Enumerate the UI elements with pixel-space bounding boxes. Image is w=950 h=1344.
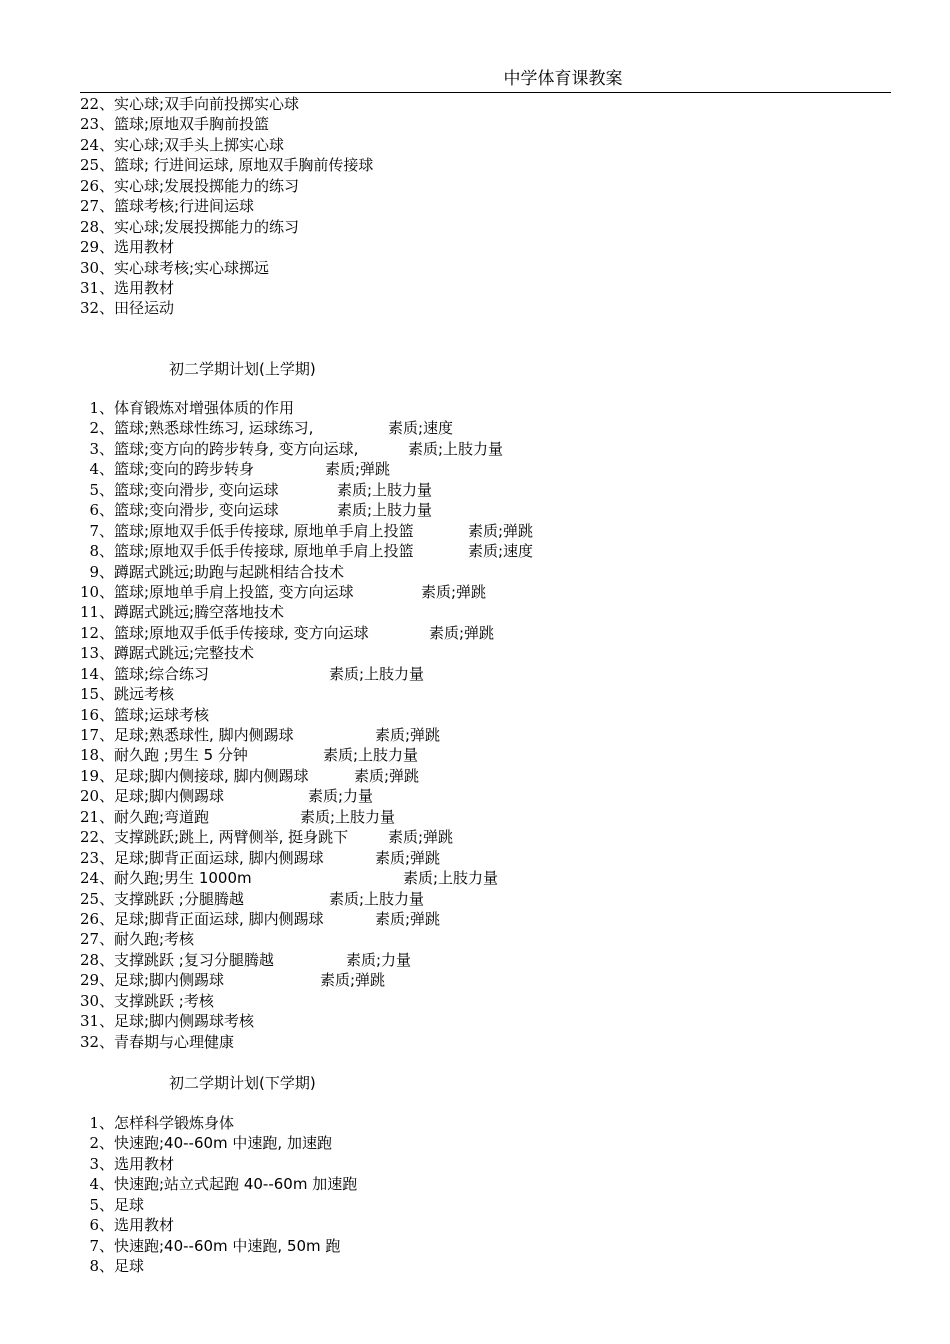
item-content: 耐久跑 ;男生 5 分钟 <box>114 746 248 765</box>
item-number: 6、 <box>89 1216 114 1235</box>
item-content: 蹲踞式跳远;完整技术 <box>114 644 255 663</box>
item-content: 支撑跳跃 ;分腿腾越 <box>114 889 244 908</box>
list-item <box>80 237 900 257</box>
item-content: 选用教材 <box>114 238 175 257</box>
item-quality: 素质;速度 <box>468 542 534 561</box>
item-content: 快速跑;站立式起跑 40--60m 加速跑 <box>114 1175 358 1194</box>
item-content: 选用教材 <box>114 278 175 297</box>
list-item <box>80 480 900 500</box>
item-content: 实心球;双手向前投掷实心球 <box>114 95 300 113</box>
upper-plan-title: 初二学期计划(上学期) <box>169 360 316 378</box>
item-content: 足球;脚背正面运球, 脚内侧踢球 <box>114 909 324 928</box>
list-item <box>80 135 900 155</box>
item-content: 篮球;运球考核 <box>114 705 210 724</box>
item-number: 25、 <box>80 889 115 908</box>
item-content: 篮球;原地单手肩上投篮, 变方向运球 <box>114 582 354 601</box>
item-number: 23、 <box>80 115 115 134</box>
item-quality: 素质;弹跳 <box>375 848 441 867</box>
item-number: 16、 <box>80 705 115 724</box>
item-number: 30、 <box>80 991 115 1010</box>
item-content: 篮球;熟悉球性练习, 运球练习, <box>114 419 314 438</box>
item-content: 足球 <box>114 1195 145 1214</box>
item-number: 10、 <box>80 582 115 601</box>
item-content: 篮球;综合练习 <box>114 664 210 683</box>
item-content: 耐久跑;弯道跑 <box>114 807 210 826</box>
item-number: 5、 <box>89 480 114 499</box>
item-number: 1、 <box>89 1114 114 1132</box>
list-item <box>80 439 900 459</box>
item-content: 体育锻炼对增强体质的作用 <box>114 399 295 417</box>
list-item <box>80 562 900 582</box>
list-item <box>80 1195 900 1215</box>
item-content: 实心球;双手头上掷实心球 <box>114 135 285 154</box>
item-number: 23、 <box>80 848 115 867</box>
list-item <box>80 541 900 561</box>
item-content: 篮球; 行进间运球, 原地双手胸前传接球 <box>114 156 374 175</box>
item-content: 实心球;发展投掷能力的练习 <box>114 217 300 236</box>
list-item <box>80 745 900 765</box>
item-number: 8、 <box>89 542 114 561</box>
item-content: 蹲踞式跳远;腾空落地技术 <box>114 603 285 622</box>
item-number: 27、 <box>80 930 115 949</box>
item-quality: 素质;速度 <box>388 419 454 438</box>
lower-plan-list <box>80 1113 900 1277</box>
item-number: 22、 <box>80 95 115 113</box>
list-item <box>80 786 900 806</box>
item-quality: 素质;弹跳 <box>468 521 534 540</box>
item-number: 13、 <box>80 644 115 663</box>
item-content: 支撑跳跃;跳上, 两臂侧举, 挺身跳下 <box>114 828 349 847</box>
list-item <box>80 766 900 786</box>
item-number: 5、 <box>89 1195 114 1214</box>
item-number: 7、 <box>89 1236 114 1255</box>
list-item <box>80 196 900 216</box>
item-number: 3、 <box>89 439 114 458</box>
item-content: 足球;熟悉球性, 脚内侧踢球 <box>114 726 294 744</box>
item-number: 3、 <box>89 1154 114 1173</box>
list-item <box>80 1011 900 1031</box>
item-content: 快速跑;40--60m 中速跑, 加速跑 <box>114 1134 332 1153</box>
list-item <box>80 94 900 114</box>
list-item <box>80 664 900 684</box>
item-content: 支撑跳跃 ;复习分腿腾越 <box>114 950 274 969</box>
item-number: 26、 <box>80 176 115 195</box>
list-item <box>80 684 900 704</box>
page-title: 中学体育课教案 <box>503 69 623 89</box>
item-quality: 素质;力量 <box>308 787 374 806</box>
item-content: 篮球;变向滑步, 变向运球 <box>114 480 279 499</box>
item-content: 选用教材 <box>114 1154 175 1173</box>
item-content: 篮球;原地双手低手传接球, 变方向运球 <box>114 623 369 642</box>
item-number: 21、 <box>80 807 115 826</box>
item-number: 29、 <box>80 238 115 257</box>
item-number: 19、 <box>80 766 115 785</box>
list-item <box>80 521 900 541</box>
item-number: 14、 <box>80 664 115 683</box>
item-number: 9、 <box>89 562 114 581</box>
item-quality: 素质;上肢力量 <box>329 889 425 908</box>
list-item <box>80 827 900 847</box>
list-item <box>80 848 900 868</box>
item-content: 跳远考核 <box>114 685 175 704</box>
item-number: 22、 <box>80 828 115 847</box>
item-number: 26、 <box>80 909 115 928</box>
item-number: 28、 <box>80 217 115 236</box>
list-item <box>80 176 900 196</box>
item-number: 1、 <box>89 399 114 417</box>
item-quality: 素质;上肢力量 <box>403 869 499 888</box>
list-item <box>80 1256 900 1276</box>
list-item <box>80 1174 900 1194</box>
item-number: 18、 <box>80 746 115 765</box>
item-quality: 素质;弹跳 <box>375 909 441 928</box>
item-number: 27、 <box>80 197 115 216</box>
list-item <box>80 950 900 970</box>
item-content: 足球;脚内侧踢球考核 <box>114 1012 255 1031</box>
list-item <box>80 114 900 134</box>
page-header <box>80 68 891 93</box>
list-item <box>80 725 900 745</box>
item-number: 24、 <box>80 869 115 888</box>
item-number: 7、 <box>89 521 114 540</box>
list-item <box>80 298 900 318</box>
item-quality: 素质;弹跳 <box>325 460 391 479</box>
item-quality: 素质;上肢力量 <box>323 746 419 765</box>
item-content: 篮球;变向滑步, 变向运球 <box>114 501 279 520</box>
item-number: 28、 <box>80 950 115 969</box>
item-number: 12、 <box>80 623 115 642</box>
item-content: 篮球考核;行进间运球 <box>114 197 255 216</box>
item-content: 田径运动 <box>114 299 175 318</box>
item-number: 15、 <box>80 685 115 704</box>
item-number: 4、 <box>89 1175 114 1194</box>
list-item <box>80 398 900 418</box>
list-item <box>80 602 900 622</box>
item-quality: 素质;弹跳 <box>429 623 495 642</box>
list-item <box>80 217 900 237</box>
item-quality: 素质;上肢力量 <box>329 664 425 683</box>
item-number: 17、 <box>80 726 115 744</box>
item-quality: 素质;上肢力量 <box>337 501 433 520</box>
item-number: 4、 <box>89 460 114 479</box>
top-lesson-list <box>80 94 900 319</box>
item-content: 足球 <box>114 1257 145 1276</box>
item-quality: 素质;弹跳 <box>320 971 386 990</box>
list-item <box>80 889 900 909</box>
item-quality: 素质;上肢力量 <box>300 807 396 826</box>
list-item <box>80 970 900 990</box>
item-content: 实心球;发展投掷能力的练习 <box>114 176 300 195</box>
item-content: 选用教材 <box>114 1216 175 1235</box>
item-content: 怎样科学锻炼身体 <box>114 1114 235 1132</box>
list-item <box>80 155 900 175</box>
list-item <box>80 1113 900 1133</box>
item-content: 快速跑;40--60m 中速跑, 50m 跑 <box>114 1236 341 1255</box>
item-quality: 素质;弹跳 <box>421 582 487 601</box>
item-number: 32、 <box>80 299 115 318</box>
item-content: 足球;脚内侧踢球 <box>114 787 225 806</box>
item-number: 29、 <box>80 971 115 990</box>
list-item <box>80 500 900 520</box>
item-number: 32、 <box>80 1032 115 1051</box>
list-item <box>80 991 900 1011</box>
list-item <box>80 459 900 479</box>
list-item <box>80 1236 900 1256</box>
list-item <box>80 418 900 438</box>
item-content: 耐久跑;男生 1000m <box>114 869 252 888</box>
item-content: 篮球;原地双手低手传接球, 原地单手肩上投篮 <box>114 542 414 561</box>
item-number: 25、 <box>80 156 115 175</box>
item-quality: 素质;上肢力量 <box>408 439 504 458</box>
list-item <box>80 807 900 827</box>
list-item <box>80 258 900 278</box>
list-item <box>80 582 900 602</box>
item-number: 11、 <box>80 603 115 622</box>
lower-plan-title: 初二学期计划(下学期) <box>169 1074 316 1092</box>
upper-plan-list <box>80 398 900 1052</box>
list-item <box>80 1032 900 1052</box>
list-item <box>80 623 900 643</box>
item-content: 青春期与心理健康 <box>114 1032 235 1051</box>
item-content: 足球;脚内侧踢球 <box>114 971 225 990</box>
list-item <box>80 909 900 929</box>
item-content: 足球;脚背正面运球, 脚内侧踢球 <box>114 848 324 867</box>
list-item <box>80 868 900 888</box>
item-number: 30、 <box>80 258 115 277</box>
list-item <box>80 1133 900 1153</box>
list-item <box>80 643 900 663</box>
item-number: 24、 <box>80 135 115 154</box>
list-item <box>80 1154 900 1174</box>
list-item <box>80 705 900 725</box>
item-quality: 素质;弹跳 <box>375 726 441 744</box>
list-item <box>80 278 900 298</box>
item-number: 8、 <box>89 1257 114 1276</box>
item-quality: 素质;弹跳 <box>354 766 420 785</box>
item-content: 篮球;原地双手胸前投篮 <box>114 115 270 134</box>
item-content: 耐久跑;考核 <box>114 930 195 949</box>
item-content: 蹲踞式跳远;助跑与起跳相结合技术 <box>114 562 345 581</box>
item-number: 20、 <box>80 787 115 806</box>
item-quality: 素质;弹跳 <box>388 828 454 847</box>
item-quality: 素质;上肢力量 <box>337 480 433 499</box>
item-number: 2、 <box>89 419 114 438</box>
item-number: 6、 <box>89 501 114 520</box>
item-content: 篮球;变方向的跨步转身, 变方向运球, <box>114 439 359 458</box>
item-number: 31、 <box>80 1012 115 1031</box>
item-content: 实心球考核;实心球掷远 <box>114 258 270 277</box>
list-item <box>80 929 900 949</box>
item-quality: 素质;力量 <box>346 950 412 969</box>
item-content: 篮球;原地双手低手传接球, 原地单手肩上投篮 <box>114 521 414 540</box>
item-number: 31、 <box>80 278 115 297</box>
item-content: 支撑跳跃 ;考核 <box>114 991 214 1010</box>
item-content: 篮球;变向的跨步转身 <box>114 460 255 479</box>
list-item <box>80 1215 900 1235</box>
item-number: 2、 <box>89 1134 114 1153</box>
item-content: 足球;脚内侧接球, 脚内侧踢球 <box>114 766 309 785</box>
